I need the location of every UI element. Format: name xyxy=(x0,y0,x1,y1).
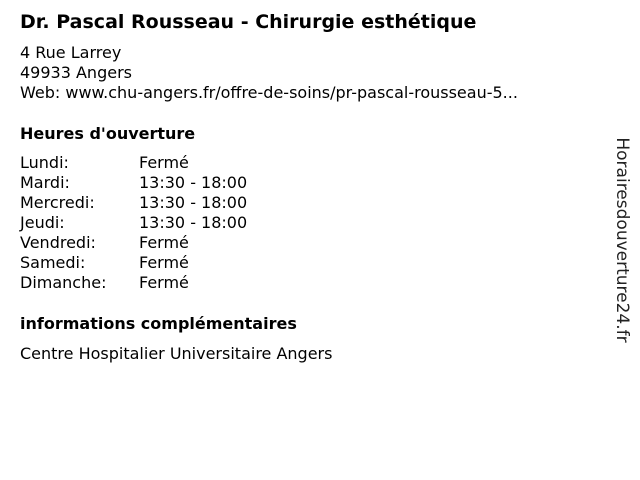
day-label: Mercredi: xyxy=(20,193,95,212)
additional-info-text: Centre Hospitalier Universitaire Angers xyxy=(20,344,333,363)
hours-value: Fermé xyxy=(139,273,189,292)
address-city: 49933 Angers xyxy=(20,63,132,82)
hours-value: Fermé xyxy=(139,233,189,252)
page-title: Dr. Pascal Rousseau - Chirurgie esthétique xyxy=(20,11,477,33)
hours-row-lundi xyxy=(20,153,247,173)
hours-row-vendredi xyxy=(20,233,247,253)
hours-value: Fermé xyxy=(139,253,189,272)
day-label: Samedi: xyxy=(20,253,86,272)
day-label: Lundi: xyxy=(20,153,69,172)
day-label: Mardi: xyxy=(20,173,70,192)
website-link[interactable]: Web: www.chu-angers.fr/offre-de-soins/pr-pascal-rousseau-5... xyxy=(20,83,518,102)
hours-value: 13:30 - 18:00 xyxy=(139,173,248,192)
opening-hours-table xyxy=(20,153,247,293)
day-label: Jeudi: xyxy=(20,213,65,232)
hours-row-jeudi xyxy=(20,213,247,233)
opening-hours-heading: Heures d'ouverture xyxy=(20,124,196,143)
side-brand-watermark: Horairesdouverture24.fr xyxy=(612,137,632,343)
hours-row-mardi xyxy=(20,173,247,193)
hours-row-samedi xyxy=(20,253,247,273)
day-label: Vendredi: xyxy=(20,233,96,252)
address-block xyxy=(20,43,518,103)
hours-value: 13:30 - 18:00 xyxy=(139,213,248,232)
hours-value: Fermé xyxy=(139,153,189,172)
day-label: Dimanche: xyxy=(20,273,107,292)
hours-value: 13:30 - 18:00 xyxy=(139,193,248,212)
hours-row-mercredi xyxy=(20,193,247,213)
additional-info-heading: informations complémentaires xyxy=(20,314,297,333)
hours-row-dimanche xyxy=(20,273,247,293)
address-street: 4 Rue Larrey xyxy=(20,43,122,62)
